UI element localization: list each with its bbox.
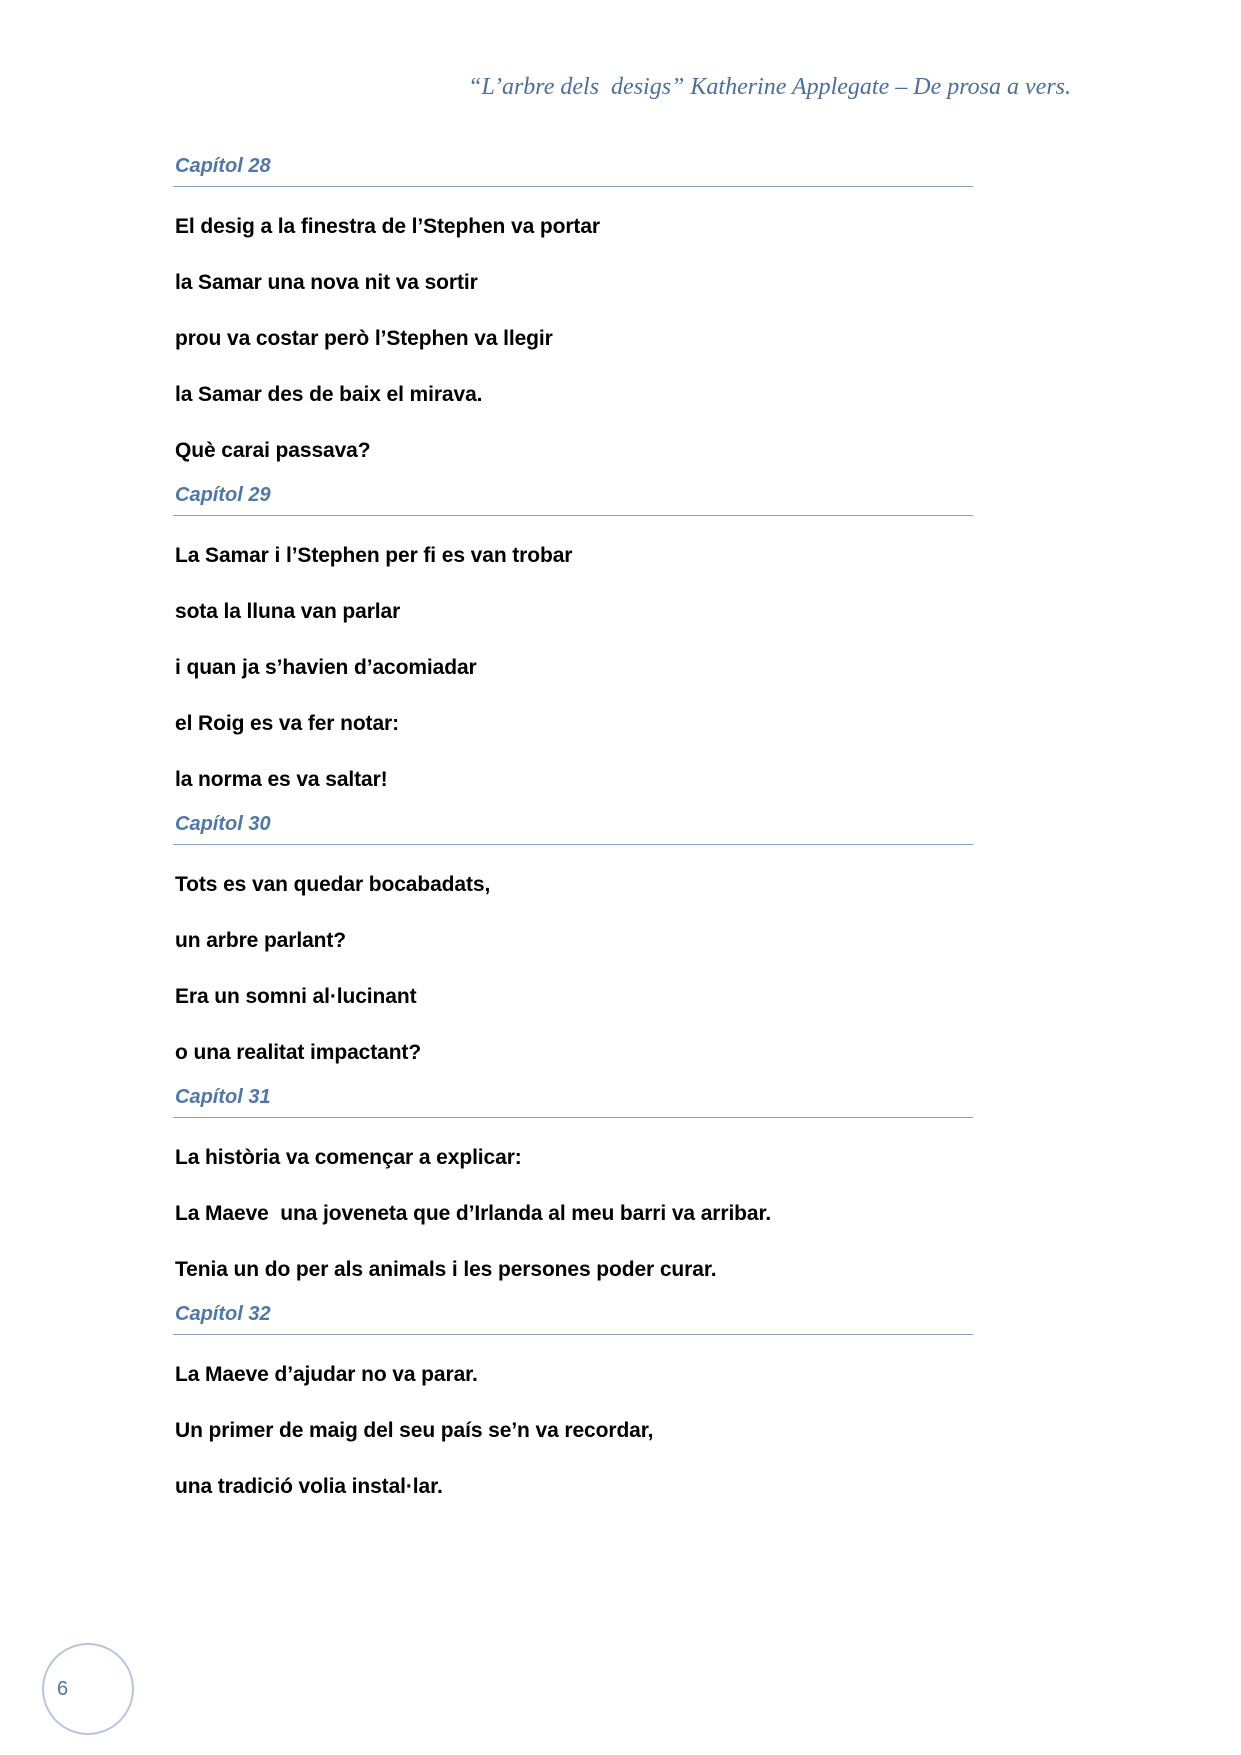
chapter-heading: Capítol 30 (175, 813, 271, 835)
chapter-heading: Capítol 31 (175, 1086, 271, 1108)
running-header: “L’arbre dels desigs” Katherine Applegate – De prosa a vers. (468, 74, 1071, 100)
chapter-divider (173, 1334, 973, 1335)
verse-line: i quan ja s’havien d’acomiadar (175, 656, 477, 679)
verse-line: una tradició volia instal·lar. (175, 1475, 443, 1498)
poem-content (175, 152, 975, 1517)
verse-line: la Samar una nova nit va sortir (175, 271, 478, 294)
verse-line: la Samar des de baix el mirava. (175, 383, 483, 406)
chapter-divider (173, 515, 973, 516)
chapter-heading: Capítol 28 (175, 155, 271, 177)
chapter-29 (175, 481, 975, 794)
verse-line: La Samar i l’Stephen per fi es van trobar (175, 544, 573, 567)
verse-line: Què carai passava? (175, 439, 371, 462)
chapter-divider (173, 186, 973, 187)
verse-line: el Roig es va fer notar: (175, 712, 399, 735)
verse-line: La Maeve d’ajudar no va parar. (175, 1363, 478, 1386)
chapter-32 (175, 1300, 975, 1501)
verse-line: Tots es van quedar bocabadats, (175, 873, 491, 896)
chapter-31 (175, 1083, 975, 1284)
verse-line: o una realitat impactant? (175, 1041, 422, 1064)
verse-line: un arbre parlant? (175, 929, 346, 952)
verse-line: El desig a la finestra de l’Stephen va portar (175, 215, 600, 238)
verse-line: La història va començar a explicar: (175, 1146, 522, 1169)
verse-line: Tenia un do per als animals i les persones poder curar. (175, 1258, 717, 1281)
verse-line: prou va costar però l’Stephen va llegir (175, 327, 553, 350)
verse-line: sota la lluna van parlar (175, 600, 401, 623)
verse-line: Un primer de maig del seu país se’n va recordar, (175, 1419, 654, 1442)
page-number: 6 (57, 1678, 69, 1700)
chapter-28 (175, 152, 975, 465)
chapter-heading: Capítol 29 (175, 484, 271, 506)
chapter-heading: Capítol 32 (175, 1303, 271, 1325)
verse-line: La Maeve una joveneta que d’Irlanda al meu barri va arribar. (175, 1202, 772, 1225)
verse-line: la norma es va saltar! (175, 768, 388, 791)
chapter-30 (175, 810, 975, 1067)
chapter-divider (173, 1117, 973, 1118)
verse-line: Era un somni al·lucinant (175, 985, 417, 1008)
chapter-divider (173, 844, 973, 845)
page-number-circle (42, 1643, 134, 1735)
